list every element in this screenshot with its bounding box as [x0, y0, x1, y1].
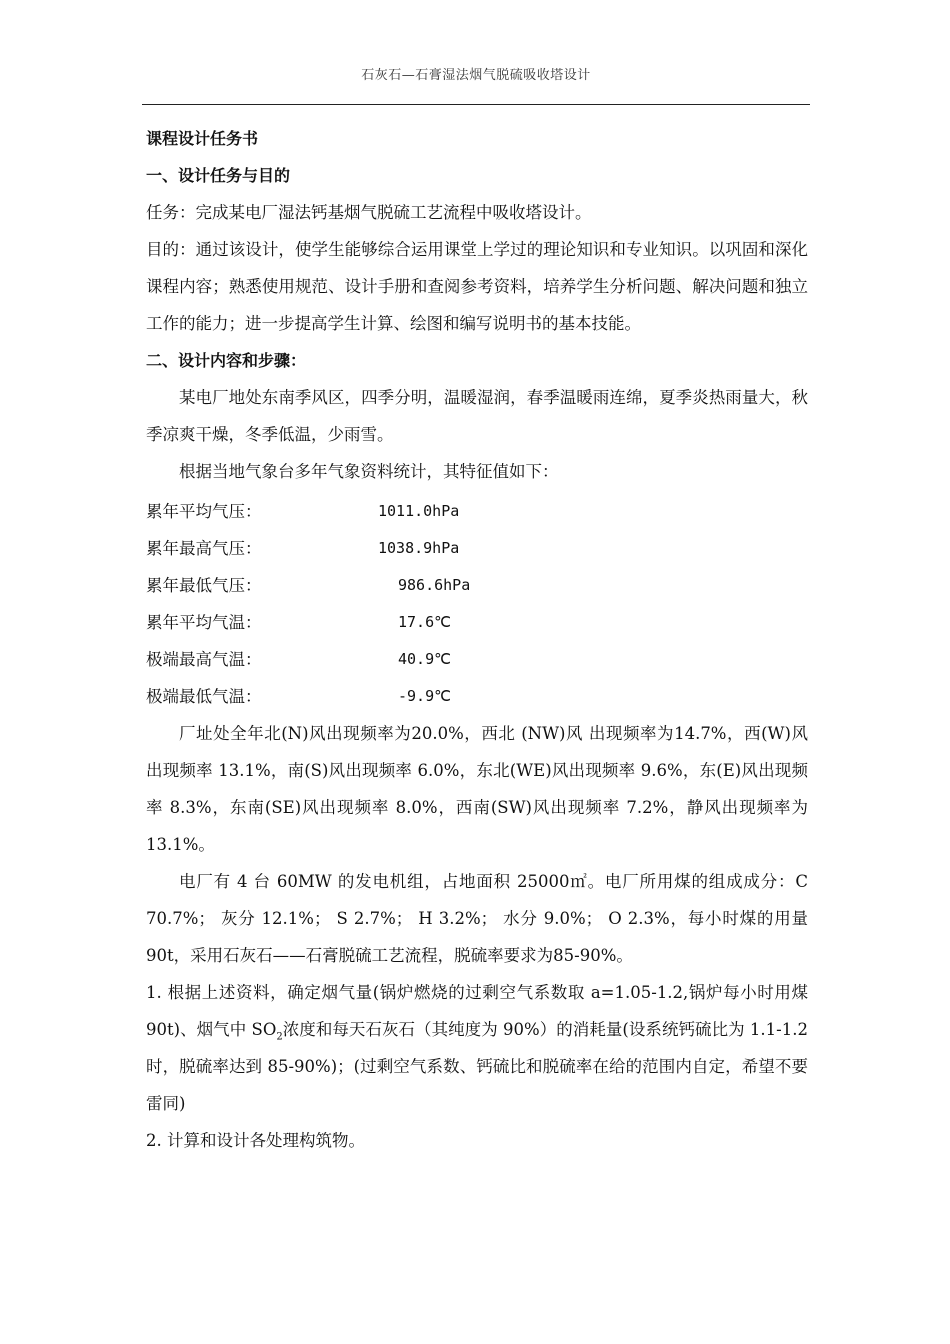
climate-label: 累年平均气压：	[146, 502, 262, 521]
step1-text-a: 1. 根据上述资料，确定烟气量(锅炉燃烧的过剩空气系数取 a=1.05-1.2,锅炉每小时用煤 90t)、烟气中 SO	[146, 983, 808, 1039]
climate-value: 40.9℃	[398, 650, 451, 668]
section2-heading: 二、设计内容和步骤：	[146, 351, 307, 370]
page-header: 石灰石—石膏湿法烟气脱硫吸收塔设计	[361, 68, 591, 83]
climate-row	[146, 641, 808, 678]
climate-label: 累年最低气压：	[146, 576, 262, 595]
doc-title: 课程设计任务书	[146, 129, 259, 148]
step1-text-b: 浓度和每天石灰石（其纯度为 90%）的消耗量(设系统钙硫比为 1.1-1.2 时，脱硫率达到 85-90%)；(过剩空气系数、钙硫比和脱硫率在给的范围内自定，希望不要雷同)	[146, 1020, 808, 1113]
task-paragraph: 任务：完成某电厂湿法钙基烟气脱硫工艺流程中吸收塔设计。	[146, 203, 592, 222]
climate-row	[146, 493, 808, 530]
stats-intro: 根据当地气象台多年气象资料统计，其特征值如下：	[179, 462, 559, 481]
climate-row	[146, 678, 808, 715]
step-2: 2. 计算和设计各处理构筑物。	[146, 1131, 365, 1150]
climate-label: 累年平均气温：	[146, 613, 262, 632]
plant-paragraph: 电厂有 4 台 60MW 的发电机组，占地面积 25000㎡。电厂所用煤的组成成分：C 70.7%； 灰分 12.1%； S 2.7%； H 3.2%； 水分 9.0%； O 2.3%，每小时煤的用量90t，采用石灰石——石膏脱硫工艺流程，脱硫率要求为85-90%。	[146, 872, 808, 965]
climate-intro: 某电厂地处东南季风区，四季分明，温暖湿润，春季温暖雨连绵，夏季炎热雨量大，秋季凉爽干燥，冬季低温，少雨雪。	[146, 388, 808, 444]
step-1	[146, 974, 808, 1122]
climate-row	[146, 604, 808, 641]
climate-table	[146, 493, 808, 715]
section1-heading: 一、设计任务与目的	[146, 166, 291, 185]
document-body	[146, 120, 808, 1159]
climate-row	[146, 567, 808, 604]
climate-value: 986.6hPa	[398, 576, 471, 594]
climate-label: 极端最高气温：	[146, 650, 262, 669]
climate-value: -9.9℃	[398, 687, 451, 705]
climate-value: 17.6℃	[398, 613, 451, 631]
so2-subscript: 2	[276, 1031, 283, 1043]
climate-label: 极端最低气温：	[146, 687, 262, 706]
climate-value: 1011.0hPa	[378, 502, 460, 520]
wind-paragraph: 厂址处全年北(N)风出现频率为20.0%，西北 (NW)风 出现频率为14.7%，西(W)风出现频率 13.1%，南(S)风出现频率 6.0%，东北(WE)风出现频率 9.6%，东(E)风出现频率 8.3%，东南(SE)风出现频率 8.0%，西南(SW)风出现频率 7.2%，静风出现频率为13.1%。	[146, 724, 808, 854]
header-rule	[142, 104, 810, 105]
climate-label: 累年最高气压：	[146, 539, 262, 558]
purpose-paragraph: 目的：通过该设计，使学生能够综合运用课堂上学过的理论知识和专业知识。以巩固和深化课程内容；熟悉使用规范、设计手册和查阅参考资料，培养学生分析问题、解决问题和独立工作的能力；进一步提高学生计算、绘图和编写说明书的基本技能。	[146, 240, 808, 333]
climate-row	[146, 530, 808, 567]
climate-value: 1038.9hPa	[378, 539, 460, 557]
